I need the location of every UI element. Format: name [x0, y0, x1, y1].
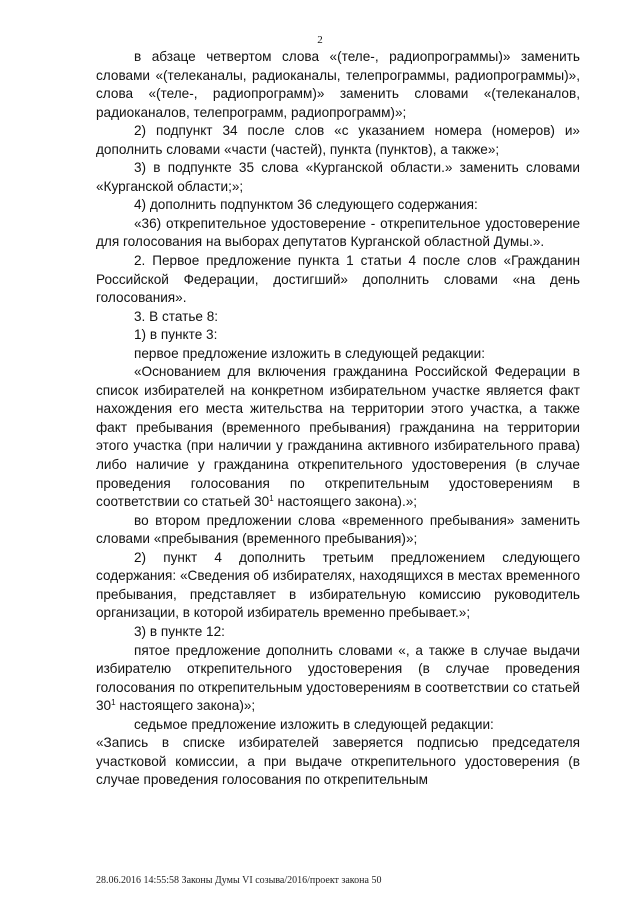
document-body [96, 48, 580, 790]
page-number: 2 [317, 34, 323, 46]
superscript-marker: 1 [111, 698, 116, 708]
superscript-marker: 1 [269, 494, 274, 504]
paragraph: 3) в подпункте 35 слова «Курганской области.» заменить словами «Курганской области;»; [96, 160, 580, 194]
paragraph-with-footnote [96, 363, 580, 511]
paragraph: первое предложение изложить в следующей редакции: [134, 345, 485, 361]
footer-text: 28.06.2016 14:55:58 Законы Думы VI созыва/2016/проект закона 50 [96, 875, 382, 886]
paragraph-with-footnote [96, 642, 580, 716]
paragraph: 3. В статье 8: [134, 308, 219, 324]
paragraph: 2) подпункт 34 после слов «с указанием номера (номеров) и» дополнить словами «части (частей), пункта (пунктов), а также»; [96, 123, 580, 157]
paragraph: 4) дополнить подпунктом 36 следующего содержания: [134, 197, 478, 213]
paragraph: 2. Первое предложение пункта 1 статьи 4 после слов «Гражданин Российской Федерации, достигший» дополнить словами «на день голосования». [96, 253, 580, 306]
paragraph: 1) в пункте 3: [134, 327, 218, 343]
paragraph-text: настоящего закона)»; [119, 698, 256, 714]
paragraph: седьмое предложение изложить в следующей редакции: [134, 716, 494, 732]
paragraph-text: пятое предложение дополнить словами «, а также в случае выдачи избирателю открепительного удостоверения (в случае проведения голосования по открепительным удостоверениям в соответствии со статьей 30 [96, 642, 580, 714]
paragraph: в абзаце четвертом слова «(теле-, радиопрограммы)» заменить словами «(телеканалы, радиоканалы, телепрограммы, радиопрограммы)», слова «(теле-, радиопрограмм)» заменить словами «(телеканалов, радиоканалов, телепрограмм, радиопрограмм)»; [96, 49, 580, 120]
paragraph: во втором предложении слова «временного пребывания» заменить словами «пребывания (временного пребывания)»; [96, 512, 580, 547]
paragraph: «36) открепительное удостоверение - открепительное удостоверение для голосования на выборах депутатов Курганской областной Думы.». [96, 215, 580, 250]
paragraph: 3) в пункте 12: [134, 623, 225, 639]
paragraph: «Запись в списке избирателей заверяется подписью председателя участковой комиссии, а при выдаче открепительного удостоверения (в случае проведения голосования по открепительным [96, 735, 580, 788]
paragraph: 2) пункт 4 дополнить третьим предложением следующего содержания: «Сведения об избирателях, находящихся в местах временного пребывания, представляет в избирательную комиссию руководитель организации, в которой избиратель временно пребывает.»; [96, 549, 580, 621]
paragraph-text: «Основанием для включения гражданина Российской Федерации в список избирателей на конкретном избирательном участке является факт нахождения его места жительства на территории этого участка, а также факт пребывания (временного пребывания) гражданина на территории этого участка (при наличии у гражданина активного избирательного права) либо наличие у гражданина открепительного удостоверения (в случае проведения голосования по открепительным удостоверениям в соответствии со статьей 30 [96, 364, 580, 510]
paragraph-text: настоящего закона).»; [277, 494, 418, 510]
